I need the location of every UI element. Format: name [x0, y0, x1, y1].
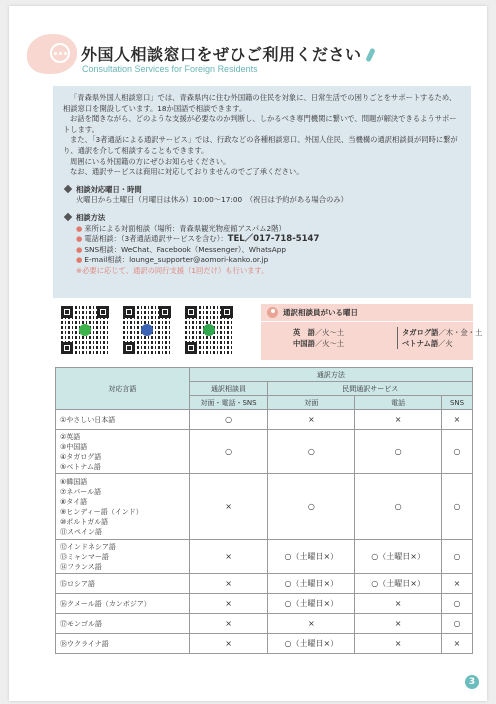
diamond-icon	[64, 185, 72, 193]
intro-paragraph: また、「3者通話による通訳サービス」では、行政などの各種相談窓口、外国人住民、当機構の通訳相談員が同時に繋がり、通訳を介して相談することもできます。	[63, 135, 458, 155]
language-name: ⑰モンゴル語	[60, 619, 102, 628]
table-row	[56, 634, 473, 654]
language-cell	[56, 474, 190, 540]
language-name: ⑨ヒンディー語（インド）	[60, 507, 143, 516]
method-item: ● 電話相談：（3者通話通訳サービスを含む）：TEL／017-718-5147	[76, 234, 320, 245]
availability-cell: ○（土曜日×）	[268, 634, 355, 654]
col-header-language: 対応言語	[56, 368, 190, 410]
table-row	[56, 474, 473, 540]
wechat-icon	[79, 324, 91, 336]
schedule-entry: 中国語／火～土	[293, 339, 345, 348]
availability-cell: ×	[355, 594, 442, 614]
intro-paragraph: 「青森県外国人相談窓口」では、青森県内に住む外国籍の住民を対象に、日常生活での困りごとをサポートするため、相談窓口を開設しています。18か国語で相談できます。	[63, 93, 457, 113]
phone-number[interactable]: TEL／017-718-5147	[227, 234, 320, 245]
bullet-icon: ●	[76, 223, 83, 233]
schedule-entry: ベトナム語／火	[397, 338, 487, 349]
availability-cell: ○（土曜日×）	[355, 540, 442, 574]
language-name: ⑦ネパール語	[60, 487, 102, 496]
availability-cell: ×	[355, 614, 442, 634]
table-row	[56, 574, 473, 594]
availability-cell: ○	[189, 430, 268, 474]
email-link[interactable]: E-mail相談：lounge_supporter@aomori-kanko.or.jp	[84, 255, 269, 265]
availability-cell: ○	[268, 474, 355, 540]
availability-cell: ×	[268, 614, 355, 634]
schedule-entry: 英 語／火～土	[293, 328, 345, 337]
language-name: ⑩ポルトガル語	[60, 517, 109, 526]
whatsapp-icon	[203, 324, 215, 336]
language-name: ⑭フランス語	[60, 562, 102, 571]
whatsapp-qr-icon[interactable]	[185, 306, 233, 354]
col-header-staff: 通訳相談員	[189, 382, 268, 396]
language-cell	[56, 614, 190, 634]
table-row	[56, 430, 473, 474]
availability-cell: ○	[442, 430, 473, 474]
chat-bubble-icon	[50, 43, 70, 63]
facebook-icon	[141, 324, 153, 336]
language-cell	[56, 430, 190, 474]
availability-cell: ○	[189, 410, 268, 430]
language-name: ⑯クメール語（カンボジア）	[60, 599, 151, 608]
col-header-face: 対面	[268, 396, 355, 410]
col-header-sns: SNS	[442, 396, 473, 410]
language-table	[55, 367, 473, 654]
availability-cell: ×	[189, 594, 268, 614]
hours-heading: 相談対応曜日・時間	[76, 184, 142, 194]
availability-cell: ○	[442, 540, 473, 574]
availability-cell: ○	[442, 594, 473, 614]
availability-cell: ○（土曜日×）	[268, 540, 355, 574]
page-title: 外国人相談窓口をぜひご利用ください	[81, 42, 373, 65]
drop-icon	[365, 48, 375, 63]
intro-paragraph: お話を聞きながら、どのような支援が必要なのか判断し、しかるべき専門機関に繋いで、問題が解決できるようサポートします。	[63, 114, 457, 134]
availability-cell: ×	[189, 474, 268, 540]
col-header-staff-modes: 対面・電話・SNS	[189, 396, 268, 410]
availability-cell: ×	[442, 634, 473, 654]
language-name: ⑱ウクライナ語	[60, 639, 109, 648]
diamond-icon	[64, 213, 72, 221]
language-cell	[56, 594, 190, 614]
methods-heading: 相談方法	[76, 212, 106, 222]
availability-cell: ○	[268, 430, 355, 474]
availability-cell: ○	[442, 474, 473, 540]
language-name: ⑥韓国語	[60, 477, 88, 486]
method-item: ● 来所による対面相談（場所：青森県観光物産館アスパム2階）	[76, 223, 286, 233]
intro-paragraph: 周囲にいる外国籍の方にぜひお知らせください。	[70, 156, 231, 166]
page	[9, 6, 487, 701]
methods-section	[63, 213, 461, 277]
availability-cell: ○（土曜日×）	[268, 594, 355, 614]
language-name: ⑬ミャンマー語	[60, 552, 109, 561]
page-number: 3	[465, 675, 479, 689]
bullet-icon: ●	[76, 244, 83, 254]
schedule-grid	[261, 322, 483, 349]
availability-cell: ×	[442, 574, 473, 594]
availability-cell: ○	[442, 614, 473, 634]
intro-paragraph: なお、通訳サービスは商用に対応しておりませんのでご了承ください。	[70, 167, 304, 177]
language-name: ②英語	[60, 432, 81, 441]
language-cell	[56, 410, 190, 430]
bullet-icon: ●	[76, 234, 83, 244]
availability-cell: ○（土曜日×）	[355, 574, 442, 594]
availability-cell: ○	[355, 474, 442, 540]
language-name: ④タガログ語	[60, 452, 102, 461]
table-body	[56, 410, 473, 654]
schedule-entry: タガログ語／木・金・土	[397, 327, 487, 338]
note-text: ※必要に応じて、通訳の同行支援（1回だけ）も行います。	[76, 265, 269, 275]
availability-cell: ×	[189, 634, 268, 654]
wechat-qr-icon[interactable]	[61, 306, 109, 354]
language-cell	[56, 634, 190, 654]
col-header-method: 通訳方法	[189, 368, 472, 382]
table-row	[56, 594, 473, 614]
info-box	[53, 86, 471, 298]
table-row	[56, 540, 473, 574]
language-name: ⑮ロシア語	[60, 579, 95, 588]
hours-section	[63, 185, 461, 206]
schedule-heading: 通訳相談員がいる曜日	[283, 308, 358, 317]
language-name: ⑪スペイン語	[60, 527, 102, 536]
availability-cell: ×	[268, 410, 355, 430]
language-name: ⑤ベトナム語	[60, 462, 101, 471]
col-header-phone: 電話	[355, 396, 442, 410]
col-header-private: 民間通訳サービス	[268, 382, 473, 396]
language-cell	[56, 540, 190, 574]
table-row	[56, 410, 473, 430]
language-cell	[56, 574, 190, 594]
availability-cell: ×	[189, 614, 268, 634]
hours-text: 火曜日から土曜日（月曜日は休み）10:00～17:00 （祝日は予約がある場合のみ）	[76, 195, 348, 205]
availability-cell: ×	[355, 410, 442, 430]
language-name: ⑧タイ語	[60, 497, 88, 506]
language-name: ③中国語	[60, 442, 88, 451]
availability-cell: ×	[442, 410, 473, 430]
method-item	[76, 255, 461, 266]
facebook-qr-icon[interactable]	[123, 306, 171, 354]
bullet-icon: ●	[76, 255, 83, 265]
language-name: ①やさしい日本語	[60, 415, 116, 424]
qr-codes	[61, 306, 247, 354]
table-row	[56, 614, 473, 634]
person-icon	[267, 307, 278, 318]
method-item: ● SNS相談：WeChat、Facebook（Messenger）、WhatsApp	[76, 244, 286, 254]
availability-cell: ×	[355, 634, 442, 654]
availability-cell: ○（土曜日×）	[268, 574, 355, 594]
availability-cell: ○	[355, 430, 442, 474]
schedule-box	[261, 304, 483, 360]
availability-cell: ×	[189, 540, 268, 574]
page-subtitle: Consultation Services for Foreign Residents	[82, 64, 258, 74]
availability-cell: ×	[189, 574, 268, 594]
language-name: ⑫インドネシア語	[60, 542, 116, 551]
